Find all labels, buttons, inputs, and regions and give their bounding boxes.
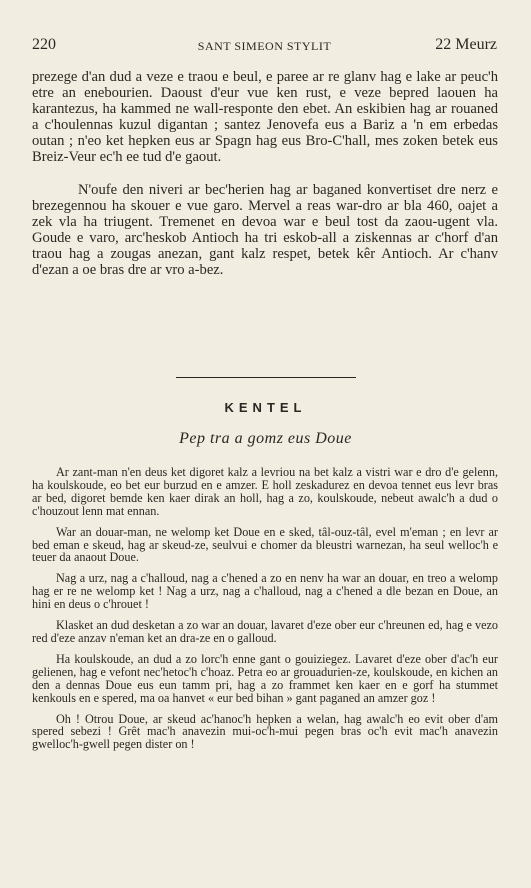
section-paragraph: Oh ! Otrou Doue, ar skeud ac'hanoc'h hepken a welan, hag awalc'h eo evit ober d'am spered sebezi ! Grêt mac'h anavezin mui-oc'h-mui pegen bras oc'h evit mac'h anavezin gwelloc'h-gwell pegen dister on !: [32, 711, 498, 752]
running-header: [32, 36, 497, 58]
body-paragraph-2: N'oufe den niveri ar bec'herien hag ar baganed konvertiset dre nerz e brezegennou ha skouer e vue garo. Mervel a reas war-dro ar bla 460, oajet a zek vla ha triugent. Tremenet en devoa war e beul tost da zaou-ugent vla. Goude e varo, arc'heskob Antioch ha tri eskob-all a ziskennas ar c'horf d'an traou hag a zougas anezan, gant kalz respet, betek kêr Antioch. Ar c'hanv d'ezan a oe bras dre ar vro a-bez.: [32, 181, 498, 279]
section-divider: [176, 377, 356, 378]
running-title: SANT SIMEON STYLIT: [197, 39, 332, 53]
section-paragraph: Klasket an dud desketan a zo war an douar, lavaret d'eze ober eur c'hreunen ed, hag e vezo red d'eze anzav n'eman ket an dra-ze en o galloud.: [32, 618, 498, 645]
page-number: 220: [32, 36, 56, 53]
header-date: 22 Meurz: [435, 36, 497, 53]
section-subtitle: Pep tra a gomz eus Doue: [179, 430, 352, 447]
body-paragraph-1: prezege d'an dud a veze e traou e beul, e paree ar re glanv hag e lake ar peuc'h etre an enebourien. Daoust d'eur vue ken rust, e veze bepred laouen ha karantezus, ha kammed ne wall-responte den ebet. An eskibien hag ar rouaned a c'houlennas kuzul digantan ; santez Jenovefa eus a Bariz a 'n em erbedas outan ; n'eo ket hepken eus ar Spagn hag eus Bro-C'hall, mes zoken betek eus Breiz-Veur ec'h ee tud d'e gaout.: [32, 69, 498, 166]
section-paragraph: Nag a urz, nag a c'halloud, nag a c'hened a zo en nenv ha war an douar, en treo a welomp hag er re ne welomp ket ! Nag a urz, nag a c'halloud, nag a c'hened a dle bezan en Doue, an hini en deus o c'hrouet !: [32, 571, 498, 612]
section-title: KENTEL: [224, 400, 307, 415]
section-text: [32, 466, 498, 759]
section-paragraph: War an douar-man, ne welomp ket Doue en e sked, tâl-ouz-tâl, evel m'eman ; en levr ar bed eman e skeud, hag ar skeud-ze, seulvui e chomer da bleustri warnezan, ha seul welloc'h e teuer da anaout Doue.: [32, 524, 498, 565]
section-paragraph: Ar zant-man n'en deus ket digoret kalz a levriou na bet kalz a vistri war e dro d'e gelenn, ha koulskoude, eo bet eur burzud en e amzer. E holl zeskadurez en devoa tennet eus levr bras ar bed, digoret bemde ken kaer dirak an holl, hag a zo, koulskoude, nebeut awalc'h a dud o c'houzout lenn mat ennan.: [32, 465, 498, 518]
main-text: [32, 69, 498, 278]
section-paragraph: Ha koulskoude, an dud a zo lorc'h enne gant o gouiziegez. Lavaret d'eze ober d'ac'h eur gelienen, hag e vefont nec'hetoc'h c'hoaz. Petra eo ar grouadurien-ze, koulskoude, en kichen an den a dennas Doue eus eun tamm pri, hag a zo frammet ken kaer en e gorf ha stummet kenkouls en e spered, ma oa hanvet « eur bed bihan » gant paganed an amzer goz !: [32, 651, 498, 705]
